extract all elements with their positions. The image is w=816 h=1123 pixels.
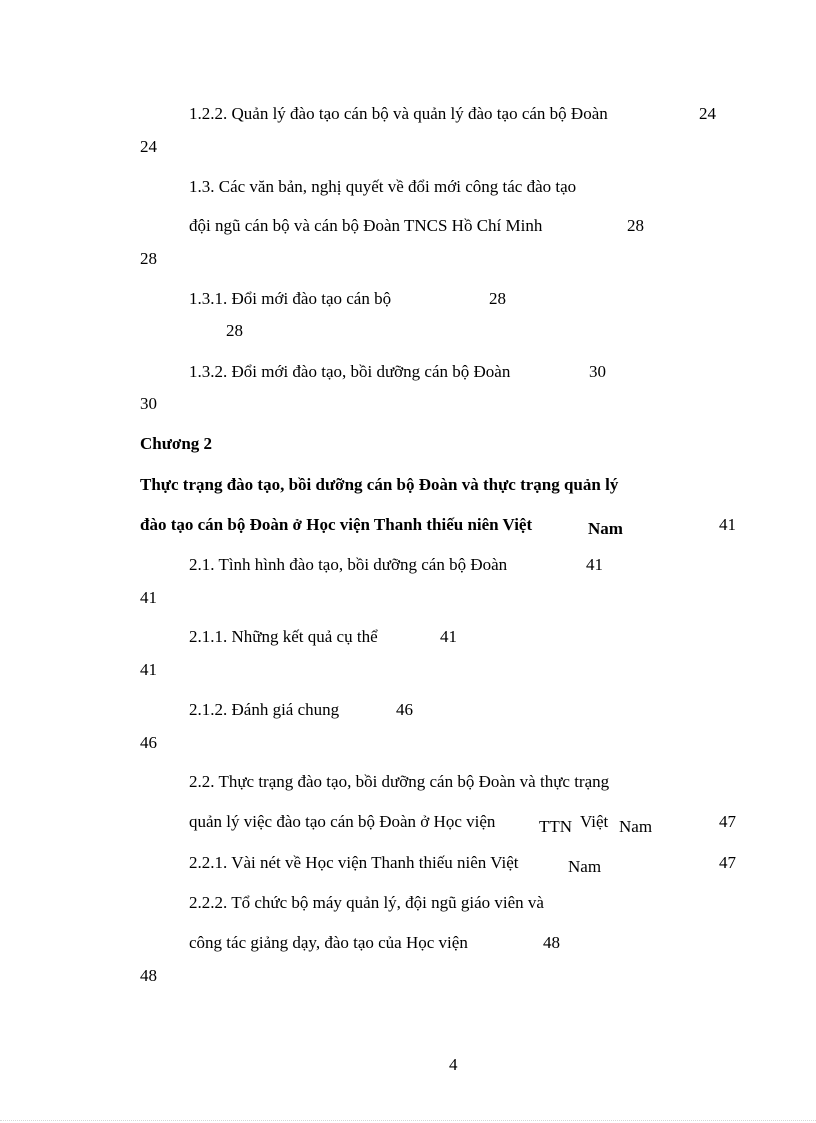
toc-entry-1-3-1: 1.3.1. Đổi mới đào tạo cán bộ — [189, 289, 392, 308]
toc-page-1-2-2: 24 — [699, 104, 716, 123]
toc-entry-2-2-line1: 2.2. Thực trạng đào tạo, bồi dưỡng cán bộ Đoàn và thực trạng — [189, 772, 610, 791]
toc-entry-2-2-2-line1: 2.2.2. Tổ chức bộ máy quản lý, đội ngũ giáo viên và — [189, 893, 544, 912]
toc-page-1-3-2: 30 — [589, 362, 606, 381]
toc-entry-2-2-1: 2.2.1. Vài nét về Học viện Thanh thiếu niên Việt — [189, 853, 519, 872]
toc-entry-1-3-line2: đội ngũ cán bộ và cán bộ Đoàn TNCS Hồ Chí Minh — [189, 216, 543, 235]
toc-page-dup-2-1: 41 — [140, 588, 157, 607]
page-number: 4 — [449, 1055, 458, 1074]
toc-page-2-1-1: 41 — [440, 627, 457, 646]
toc-page-1-3: 28 — [627, 216, 644, 235]
toc-page-2-1: 41 — [586, 555, 603, 574]
toc-entry-2-1-2: 2.1.2. Đánh giá chung — [189, 700, 340, 719]
toc-entry-2-2-2-line2: công tác giảng dạy, đào tạo của Học viện — [189, 933, 468, 952]
page-bottom-divider — [0, 1120, 816, 1121]
toc-page-dup-2-2-2: 48 — [140, 966, 157, 985]
chapter-2-title-line1: Thực trạng đào tạo, bồi dưỡng cán bộ Đoàn và thực trạng quản lý — [140, 475, 619, 494]
toc-entry-1-3-line1: 1.3. Các văn bản, nghị quyết về đổi mới công tác đào tạo — [189, 177, 577, 196]
toc-entry-2-2-1-tail: Nam — [568, 857, 602, 876]
toc-entry-2-2-line2: quản lý việc đào tạo cán bộ Đoàn ở Học viện — [189, 812, 496, 831]
toc-page-2-2-2: 48 — [543, 933, 560, 952]
toc-page-2-1-2: 46 — [396, 700, 413, 719]
toc-entry-1-3-2: 1.3.2. Đổi mới đào tạo, bồi dưỡng cán bộ Đoàn — [189, 362, 511, 381]
toc-page-1-3-1: 28 — [489, 289, 506, 308]
toc-entry-2-2-tail: Nam — [619, 817, 653, 836]
toc-entry-2-1-1: 2.1.1. Những kết quả cụ thể — [189, 627, 378, 646]
toc-entry-1-2-2: 1.2.2. Quản lý đào tạo cán bộ và quản lý đào tạo cán bộ Đoàn — [189, 104, 608, 123]
chapter-2-title-tail: Nam — [588, 519, 623, 538]
toc-page-dup-1-3-1: 28 — [226, 321, 243, 340]
toc-entry-2-2-viet: Việt — [580, 812, 609, 831]
toc-page-dup-1-3: 28 — [140, 249, 157, 268]
toc-page-dup-1-3-2: 30 — [140, 394, 157, 413]
chapter-2-label: Chương 2 — [140, 434, 213, 453]
toc-entry-2-2-ttn: TTN — [539, 817, 573, 836]
toc-page-dup-2-1-2: 46 — [140, 733, 157, 752]
toc-entry-2-1: 2.1. Tình hình đào tạo, bồi dưỡng cán bộ Đoàn — [189, 555, 508, 574]
toc-page-chapter-2: 41 — [719, 515, 736, 534]
toc-page-dup-1-2-2: 24 — [140, 137, 157, 156]
toc-page-2-2: 47 — [719, 812, 736, 831]
toc-page-2-2-1: 47 — [719, 853, 736, 872]
toc-page-dup-2-1-1: 41 — [140, 660, 157, 679]
chapter-2-title-line2: đào tạo cán bộ Đoàn ở Học viện Thanh thiếu niên Việt — [140, 515, 533, 534]
